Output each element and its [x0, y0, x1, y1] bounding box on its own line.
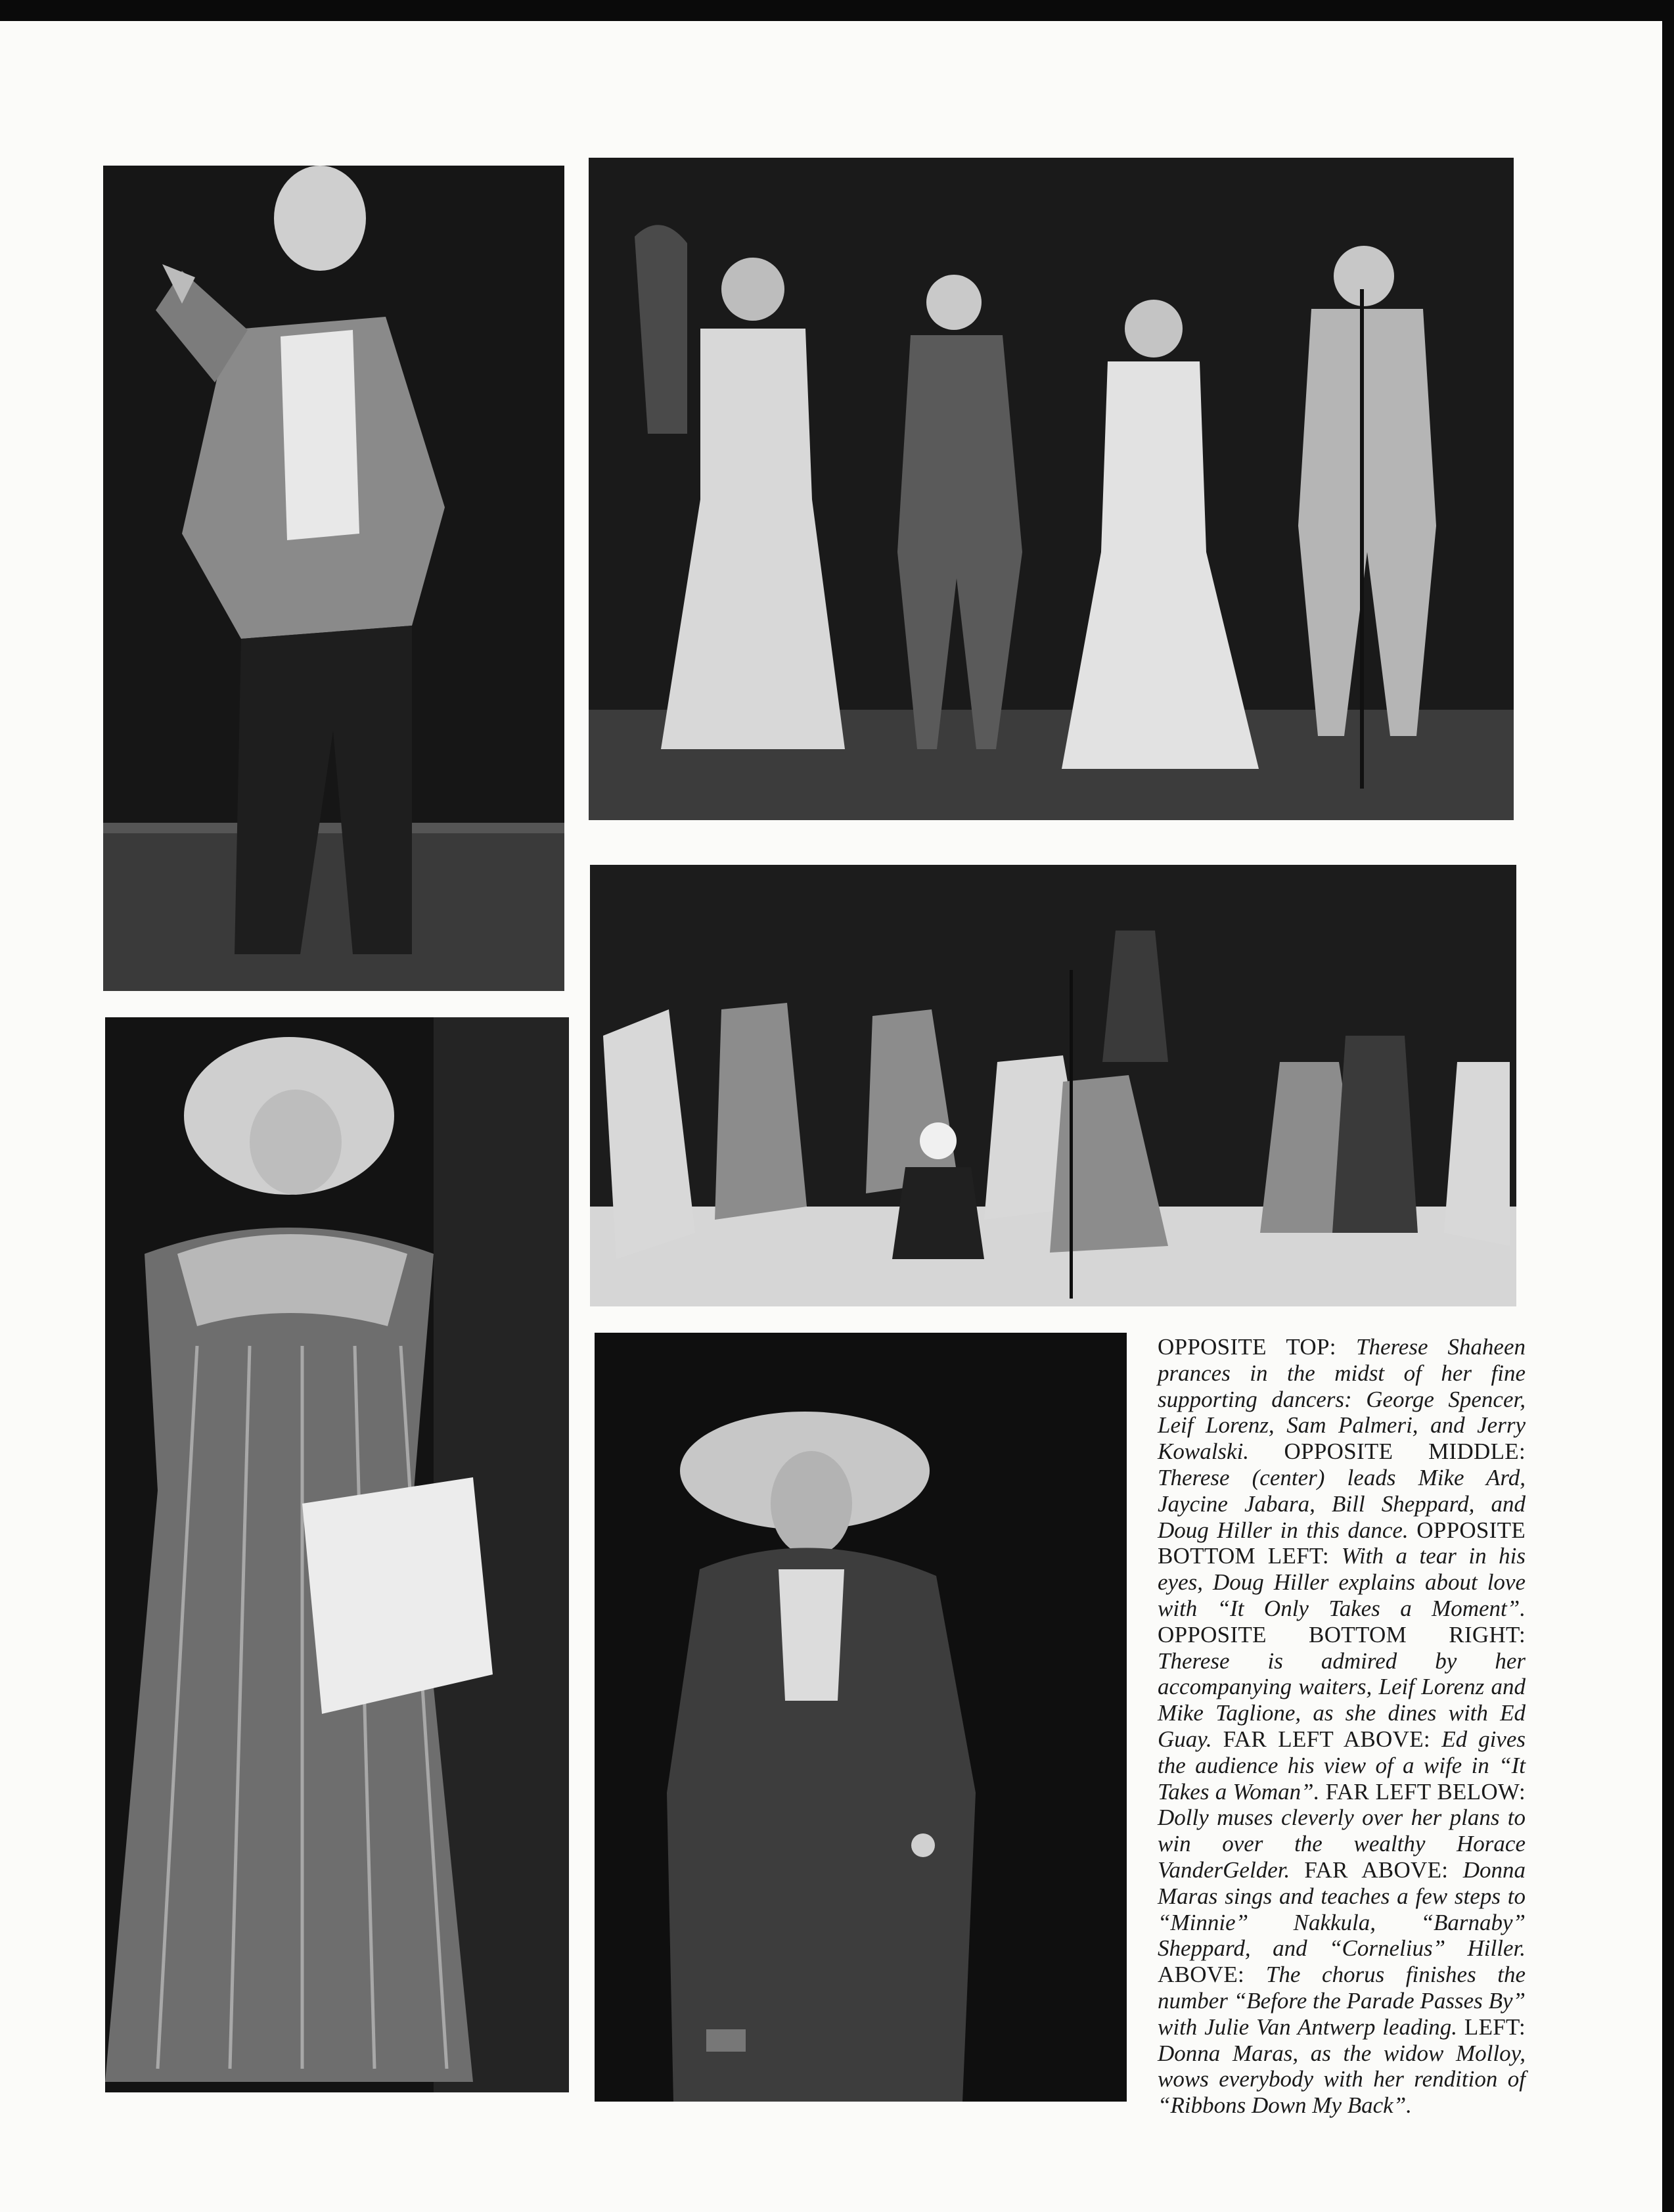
- caption-text: With a tear in his eyes, Doug Hiller explains about love with “It Only Takes a Moment”.: [1158, 1543, 1526, 1621]
- photo-widow-molloy-singing: [595, 1333, 1127, 2102]
- caption-text: Therese is admired by her accompanying waiters, Leif Lorenz and Mike Taglione, as she dines with Ed Guay.: [1158, 1647, 1526, 1752]
- caption-label: FAR LEFT BELOW:: [1325, 1778, 1526, 1805]
- caption-text: The chorus finishes the number “Before the Parade Passes By” with Julie Van Antwerp leading.: [1158, 1962, 1526, 2040]
- caption-text: Donna Maras sings and teaches a few steps to “Minnie” Nakkula, “Barnaby” Sheppard, and “Cornelius” Hiller.: [1158, 1856, 1526, 1962]
- caption-label: FAR ABOVE:: [1304, 1856, 1463, 1883]
- yearbook-page: [0, 21, 1662, 2212]
- caption-label: OPPOSITE TOP:: [1158, 1334, 1356, 1360]
- photo-dolly-striped-dress: [105, 1017, 569, 2092]
- caption-text: Therese (center) leads Mike Ard, Jaycine Jabara, Bill Sheppard, and Doug Hiller in this dance.: [1158, 1464, 1526, 1543]
- caption-label: OPPOSITE BOTTOM LEFT:: [1158, 1517, 1526, 1569]
- photo-caption: [1158, 1334, 1526, 2119]
- caption-label: OPPOSITE BOTTOM RIGHT:: [1158, 1621, 1526, 1647]
- caption-text: Ed gives the audience his view of a wife in “It Takes a Woman”.: [1158, 1726, 1526, 1805]
- caption-text: Therese Shaheen prances in the midst of her fine supporting dancers: George Spencer, Leif Lorenz, Sam Palmeri, and Jerry Kowalski.: [1158, 1334, 1526, 1465]
- caption-label: ABOVE:: [1158, 1962, 1266, 1988]
- photo-chorus-parade: [590, 865, 1516, 1306]
- caption-text: Dolly muses cleverly over her plans to win over the wealthy Horace VanderGelder.: [1158, 1805, 1526, 1883]
- caption-text: Donna Maras, as the widow Molloy, wows everybody with her rendition of “Ribbons Down My Back”.: [1158, 2040, 1526, 2119]
- caption-label: OPPOSITE MIDDLE:: [1284, 1439, 1526, 1465]
- caption-label: LEFT:: [1464, 2014, 1526, 2040]
- photo-four-performers: [589, 158, 1514, 820]
- caption-label: FAR LEFT ABOVE:: [1223, 1726, 1442, 1752]
- photo-man-checked-jacket: [103, 166, 564, 991]
